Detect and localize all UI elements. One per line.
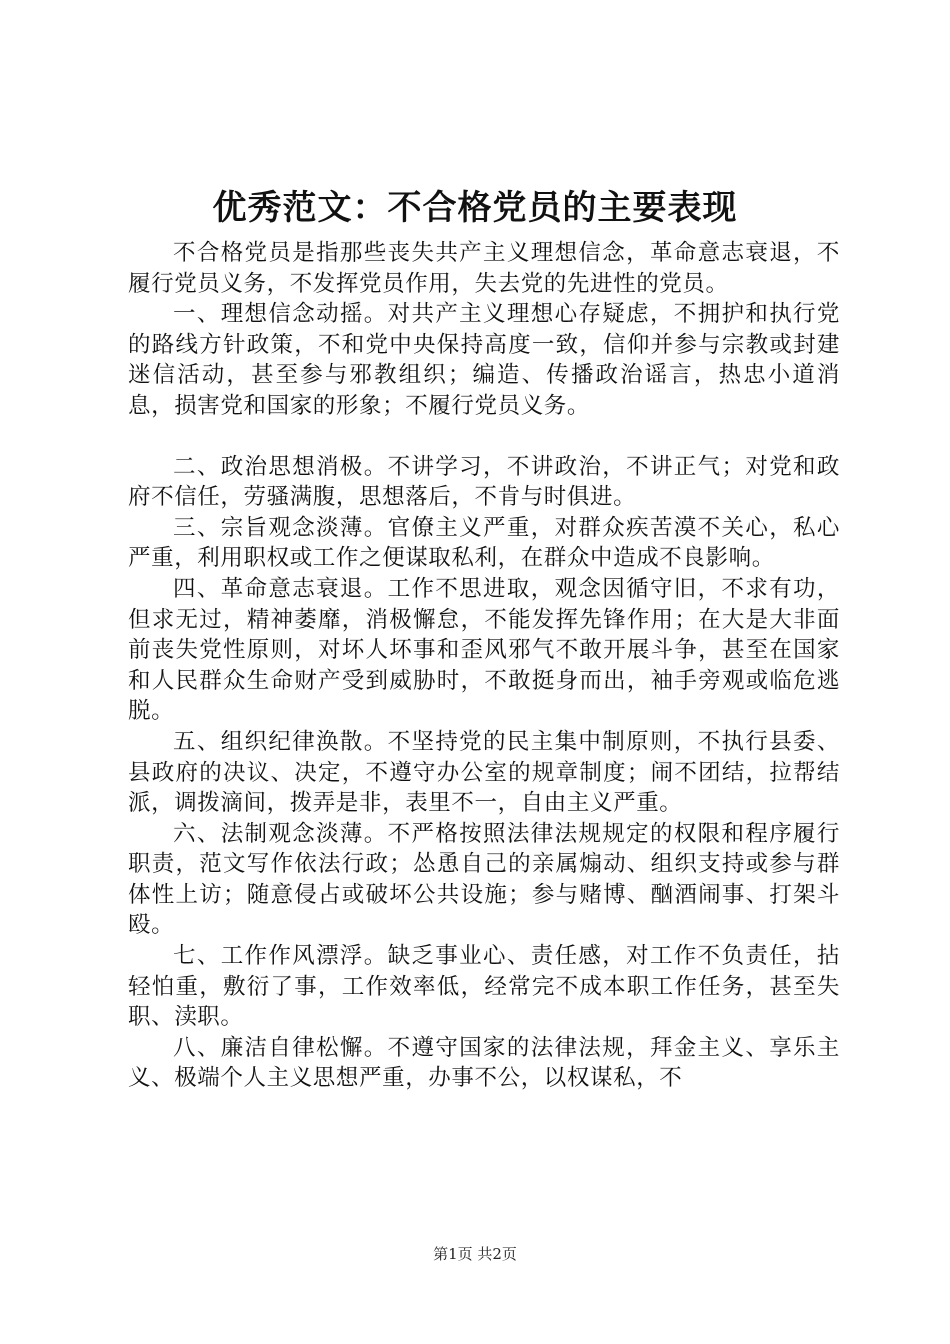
document-title: 优秀范文：不合格党员的主要表现 [212,188,738,228]
paragraph-section-4: 四、革命意志衰退。工作不思进取，观念因循守旧，不求有功，但求无过，精神萎靡，消极懈怠，不能发挥先锋作用；在大是大非面前丧失党性原则，对坏人坏事和歪风邪气不敢开展斗争，甚至在国家和人民群众生命财产受到威胁时，不敢挺身而出，袖手旁观或临危逃脱。 [128,575,840,725]
paragraph-section-6: 六、法制观念淡薄。不严格按照法律法规规定的权限和程序履行职责，范文写作依法行政；怂恿自己的亲属煽动、组织支持或参与群体性上访；随意侵占或破坏公共设施；参与赌博、酗酒闹事、打架斗殴。 [128,820,840,939]
paragraph-section-1: 一、理想信念动摇。对共产主义理想心存疑虑，不拥护和执行党的路线方针政策，不和党中央保持高度一致，信仰并参与宗教或封建迷信活动，甚至参与邪教组织；编造、传播政治谣言，热忠小道消息，损害党和国家的形象；不履行党员义务。 [128,301,840,419]
paragraph-section-8: 八、廉洁自律松懈。不遵守国家的法律法规，拜金主义、享乐主义、极端个人主义思想严重，办事不公，以权谋私，不 [128,1034,840,1092]
document-body [128,238,840,1094]
paragraph-section-5: 五、组织纪律涣散。不坚持党的民主集中制原则，不执行县委、县政府的决议、决定，不遵守办公室的规章制度；闹不团结，拉帮结派，调拨滴间，拨弄是非，表里不一，自由主义严重。 [128,728,840,817]
page-number-footer: 第1页 共2页 [433,1245,517,1263]
paragraph-section-3: 三、宗旨观念淡薄。官僚主义严重，对群众疾苦漠不关心，私心严重，利用职权或工作之便谋取私利，在群众中造成不良影响。 [128,514,840,572]
paragraph-intro: 不合格党员是指那些丧失共产主义理想信念，革命意志衰退，不履行党员义务，不发挥党员作用，失去党的先进性的党员。 [128,240,840,297]
paragraph-section-7: 七、工作作风漂浮。缺乏事业心、责任感，对工作不负责任，拈轻怕重，敷衍了事，工作效率低，经常完不成本职工作任务，甚至失职、渎职。 [128,943,840,1031]
paragraph-section-2: 二、政治思想消极。不讲学习，不讲政治，不讲正气；对党和政府不信任，劳骚满腹，思想落后，不肯与时俱进。 [128,453,840,511]
